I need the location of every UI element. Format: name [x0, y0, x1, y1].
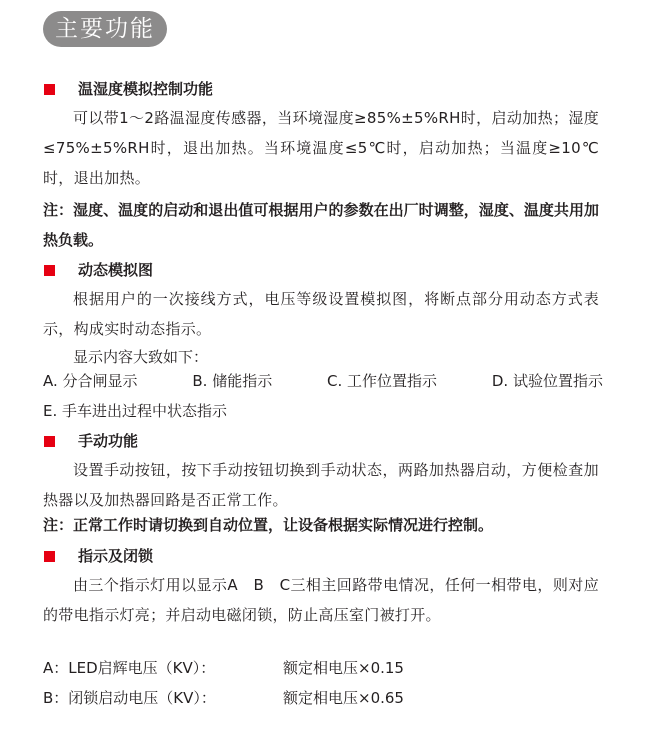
- red-square-bullet-icon: [44, 265, 55, 276]
- option-item: D. 试验位置指示: [491, 372, 603, 390]
- option-item: E. 手车进出过程中状态指示: [43, 402, 228, 420]
- spec-value: 额定相电压×0.15: [283, 659, 404, 677]
- section-body: 可以带1～2路温湿度传感器，当环境湿度≥85%±5%RH时，启动加热；湿度≤75%±5%RH时，退出加热。当环境温度≤5℃时，启动加热；当温度≥10℃时，退出加热。: [43, 109, 599, 187]
- section-title: 指示及闭锁: [78, 547, 154, 565]
- option-item: A. 分合闸显示: [43, 372, 138, 390]
- red-square-bullet-icon: [44, 84, 55, 95]
- section-title: 动态模拟图: [78, 261, 154, 279]
- spec-label: A：LED启辉电压（KV）：: [43, 659, 216, 677]
- option-item: B. 储能指示: [192, 372, 273, 390]
- section-header-badge: [43, 11, 167, 47]
- red-square-bullet-icon: [44, 436, 55, 447]
- spec-value: 额定相电压×0.65: [283, 689, 404, 707]
- section-body: 由三个指示灯用以显示A B C三相主回路带电情况，任何一相带电，则对应的带电指示灯亮；并启动电磁闭锁，防止高压室门被打开。: [43, 576, 599, 624]
- section-title: 手动功能: [78, 432, 139, 450]
- option-item: C. 工作位置指示: [327, 372, 438, 390]
- section-body: 设置手动按钮，按下手动按钮切换到手动状态，两路加热器启动，方便检查加热器以及加热器回路是否正常工作。: [43, 461, 599, 509]
- page-title: 主要功能: [55, 16, 155, 42]
- spec-label: B：闭锁启动电压（KV）：: [43, 689, 216, 707]
- display-options: [43, 370, 603, 392]
- section-note: 注：湿度、温度的启动和退出值可根据用户的参数在出厂时调整，湿度、温度共用加热负载。: [43, 201, 599, 249]
- section-title: 温湿度模拟控制功能: [78, 80, 214, 98]
- section-body: 根据用户的一次接线方式，电压等级设置模拟图，将断点部分用动态方式表示，构成实时动态指示。: [43, 290, 599, 338]
- display-intro: 显示内容大致如下：: [73, 348, 209, 366]
- section-note: 注：正常工作时请切换到自动位置，让设备根据实际情况进行控制。: [43, 516, 494, 534]
- red-square-bullet-icon: [44, 551, 55, 562]
